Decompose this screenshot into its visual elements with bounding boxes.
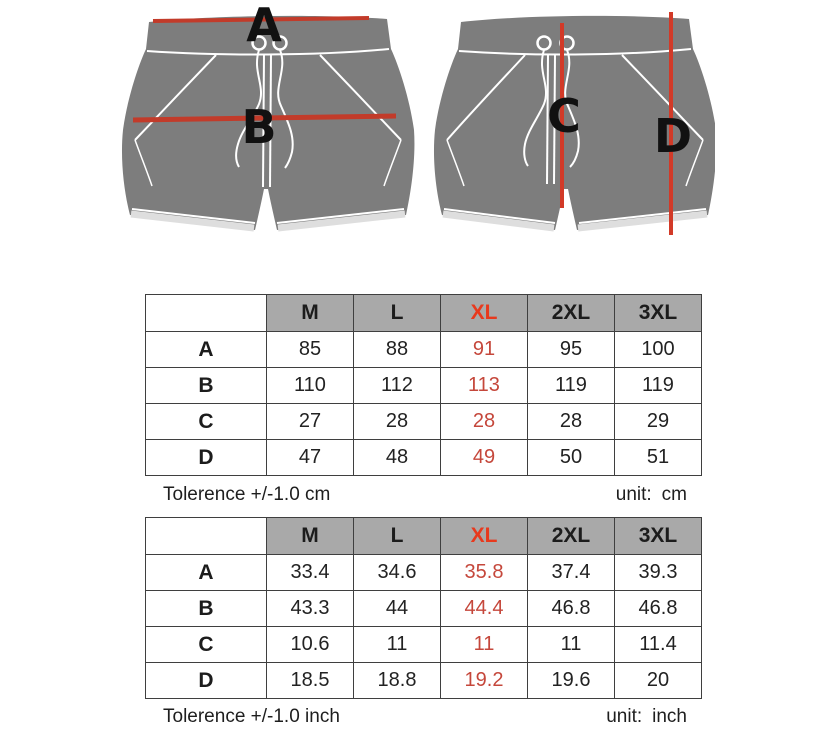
- table-footnote-cm: [145, 476, 701, 514]
- table-cell: 47: [267, 440, 354, 476]
- table-cell: 85: [267, 332, 354, 368]
- table-cell: 10.6: [267, 627, 354, 663]
- column-header-xl: XL: [441, 295, 528, 332]
- table-cell: 51: [615, 440, 702, 476]
- table-cell: 44: [354, 591, 441, 627]
- table-row: [146, 627, 702, 663]
- table-cell: 100: [615, 332, 702, 368]
- row-label-a: A: [146, 555, 267, 591]
- table-cell: 46.8: [615, 591, 702, 627]
- table-cell: 119: [528, 368, 615, 404]
- table-cell: 119: [615, 368, 702, 404]
- corner-cell: [146, 295, 267, 332]
- table-cell: 11: [354, 627, 441, 663]
- table-cell: 35.8: [441, 555, 528, 591]
- table-cell: 11.4: [615, 627, 702, 663]
- corner-cell: [146, 518, 267, 555]
- table-cell: 37.4: [528, 555, 615, 591]
- unit-label-cm: unit:: [615, 484, 652, 505]
- tolerance-note-cm: Tolerence +/-1.0 cm: [163, 484, 331, 505]
- column-header-m: M: [267, 518, 354, 555]
- unit-value-cm: cm: [661, 484, 687, 505]
- column-header-3xl: 3XL: [615, 295, 702, 332]
- table-cell: 44.4: [441, 591, 528, 627]
- table-cell: 18.5: [267, 663, 354, 699]
- column-header-l: L: [354, 295, 441, 332]
- table-row: [146, 440, 702, 476]
- table-cell: 20: [615, 663, 702, 699]
- row-label-b: B: [146, 591, 267, 627]
- shorts-front-diagram: [118, 4, 418, 242]
- table-row: [146, 555, 702, 591]
- table-cell: 19.6: [528, 663, 615, 699]
- row-label-c: C: [146, 627, 267, 663]
- table-cell: 91: [441, 332, 528, 368]
- table-cell: 113: [441, 368, 528, 404]
- measurement-label-c: C: [547, 89, 581, 143]
- table-cell: 19.2: [441, 663, 528, 699]
- table-row: [146, 368, 702, 404]
- table-cell: 95: [528, 332, 615, 368]
- table-row: [146, 591, 702, 627]
- shorts-back-diagram: [425, 4, 715, 244]
- row-label-b: B: [146, 368, 267, 404]
- table-cell: 112: [354, 368, 441, 404]
- row-label-c: C: [146, 404, 267, 440]
- table-cell: 43.3: [267, 591, 354, 627]
- table-row: [146, 332, 702, 368]
- table-header-row: [146, 295, 702, 332]
- table-row: [146, 404, 702, 440]
- size-table-cm: [145, 294, 702, 476]
- measurement-label-d: D: [653, 109, 693, 163]
- table-footnote-inch: [145, 698, 701, 736]
- table-cell: 18.8: [354, 663, 441, 699]
- table-cell: 88: [354, 332, 441, 368]
- table-header-row: [146, 518, 702, 555]
- column-header-3xl: 3XL: [615, 518, 702, 555]
- table-cell: 50: [528, 440, 615, 476]
- column-header-l: L: [354, 518, 441, 555]
- row-label-d: D: [146, 663, 267, 699]
- table-cell: 11: [441, 627, 528, 663]
- table-cell: 49: [441, 440, 528, 476]
- table-cell: 39.3: [615, 555, 702, 591]
- row-label-a: A: [146, 332, 267, 368]
- column-header-xl: XL: [441, 518, 528, 555]
- unit-label-inch: unit:: [606, 706, 643, 727]
- column-header-2xl: 2XL: [528, 518, 615, 555]
- size-table-inch: [145, 517, 702, 699]
- table-cell: 29: [615, 404, 702, 440]
- column-header-m: M: [267, 295, 354, 332]
- table-cell: 48: [354, 440, 441, 476]
- unit-value-inch: inch: [652, 706, 687, 727]
- table-cell: 28: [441, 404, 528, 440]
- measurement-label-a: A: [246, 4, 282, 52]
- table-cell: 11: [528, 627, 615, 663]
- measurement-label-b: B: [241, 100, 277, 154]
- table-cell: 28: [354, 404, 441, 440]
- table-cell: 46.8: [528, 591, 615, 627]
- tolerance-note-inch: Tolerence +/-1.0 inch: [163, 706, 340, 727]
- table-cell: 34.6: [354, 555, 441, 591]
- row-label-d: D: [146, 440, 267, 476]
- table-row: [146, 663, 702, 699]
- table-cell: 27: [267, 404, 354, 440]
- table-cell: 28: [528, 404, 615, 440]
- table-cell: 110: [267, 368, 354, 404]
- table-cell: 33.4: [267, 555, 354, 591]
- column-header-2xl: 2XL: [528, 295, 615, 332]
